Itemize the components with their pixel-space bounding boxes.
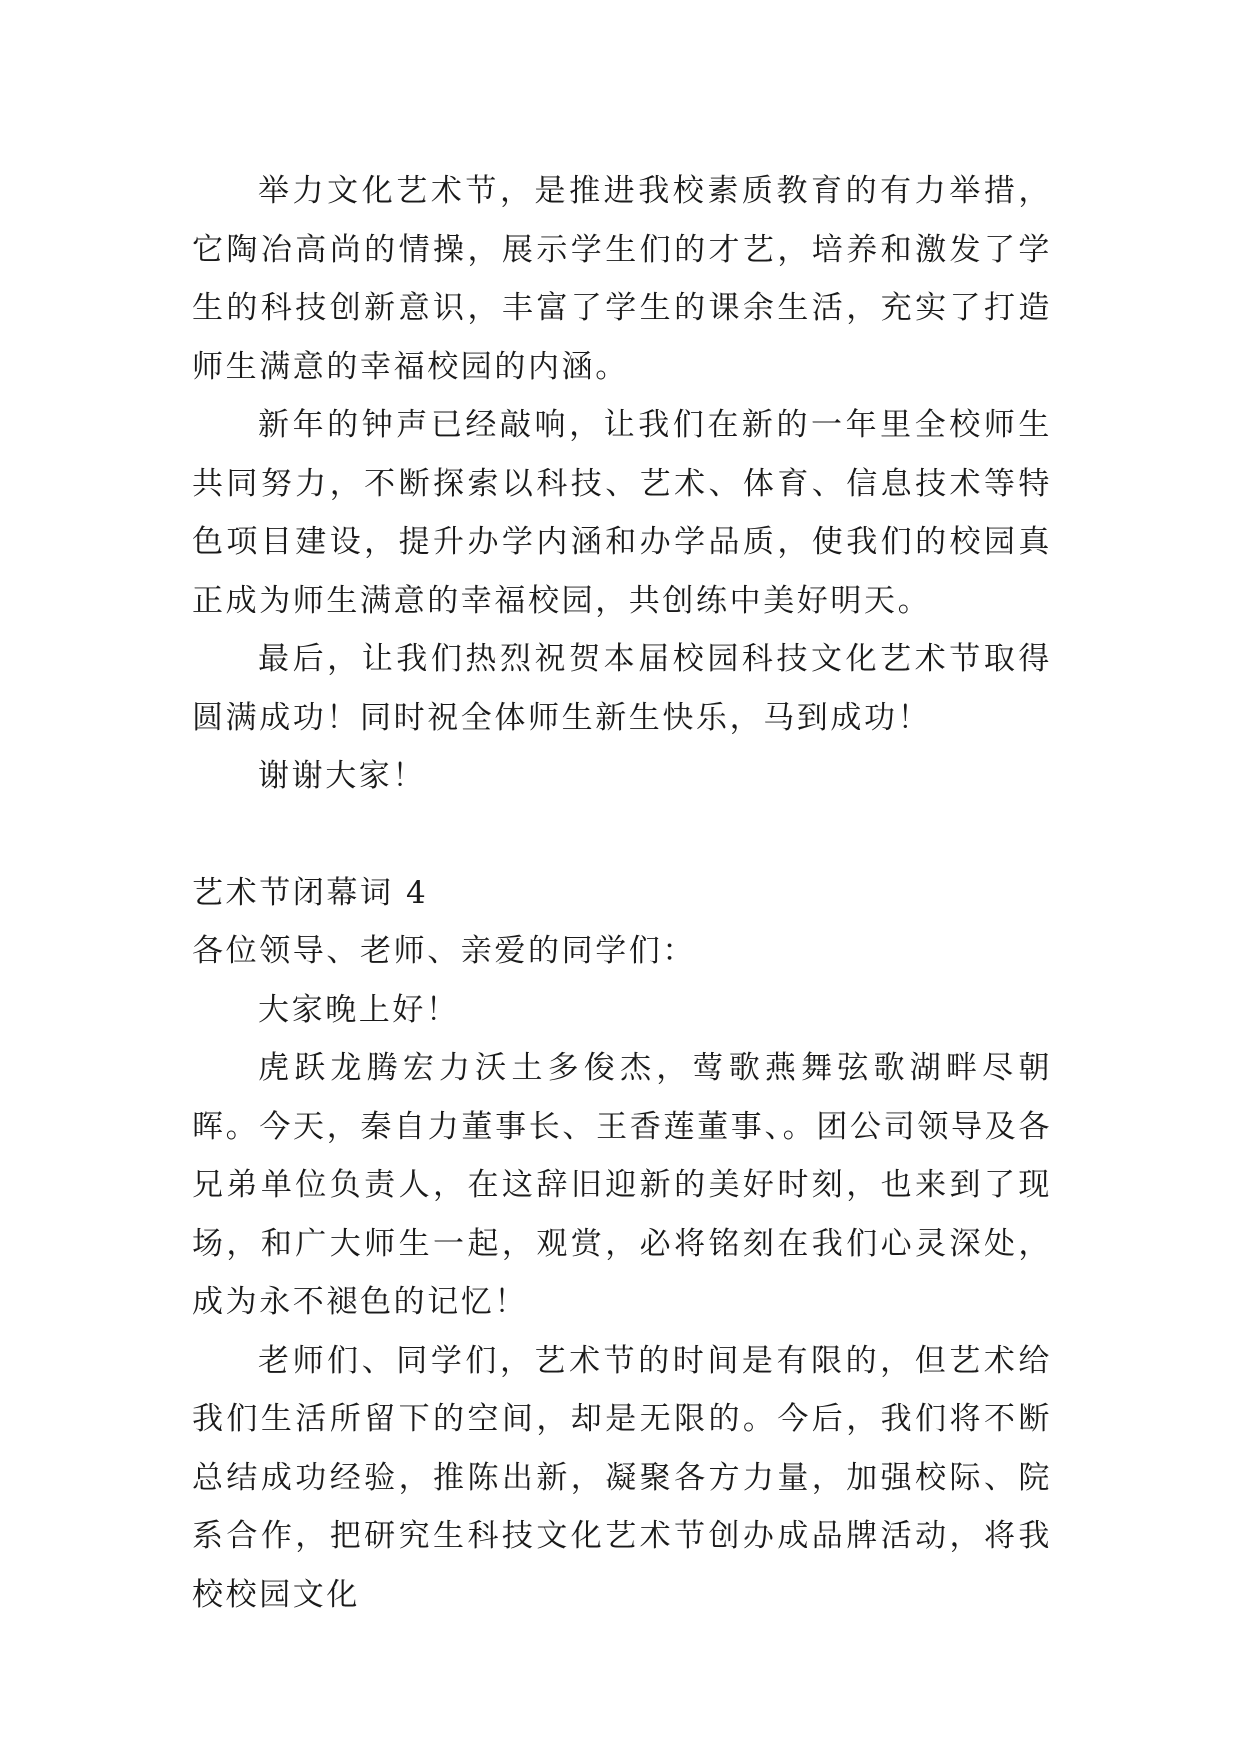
paragraph-greeting: 大家晚上好！ (258, 991, 460, 1028)
paragraph-future: 老师们、同学们，艺术节的时间是有限的，但艺术给我们生活所留下的空间，却是无限的。今后，我们将不断总结成功经验，推陈出新，凝聚各方力量，加强校际、院系合作，把研究生科技文化艺术节创办成品牌活动，将我校校园文化 (192, 1342, 1052, 1613)
paragraph-new-year: 新年的钟声已经敲响，让我们在新的一年里全校师生共同努力，不断探索以科技、艺术、体育、信息技术等特色项目建设，提升办学内涵和办学品质，使我们的校园真正成为师生满意的幸福校园，共创练中美好明天。 (192, 407, 1052, 619)
paragraph-thanks: 谢谢大家！ (258, 758, 426, 794)
document-page (192, 162, 1052, 1624)
paragraph-congratulations: 最后，让我们热烈祝贺本届校园科技文化艺术节取得圆满成功！同时祝全体师生新生快乐，马到成功！ (192, 641, 1052, 736)
section-spacer (192, 806, 1052, 864)
section-title: 艺术节闭幕词 4 (192, 874, 429, 911)
paragraph-summary: 举力文化艺术节，是推进我校素质教育的有力举措，它陶冶高尚的情操，展示学生们的才艺，培养和激发了学生的科技创新意识，丰富了学生的课余生活，充实了打造师生满意的幸福校园的内涵。 (192, 173, 1052, 385)
salutation: 各位领导、老师、亲爱的同学们： (192, 933, 696, 969)
paragraph-opening: 虎跃龙腾宏力沃土多俊杰，莺歌燕舞弦歌湖畔尽朝晖。今天，秦自力董事长、王香莲董事、。团公司领导及各兄弟单位负责人，在这辞旧迎新的美好时刻，也来到了现场，和广大师生一起，观赏，必将铭刻在我们心灵深处，成为永不褪色的记忆！ (192, 1050, 1052, 1320)
